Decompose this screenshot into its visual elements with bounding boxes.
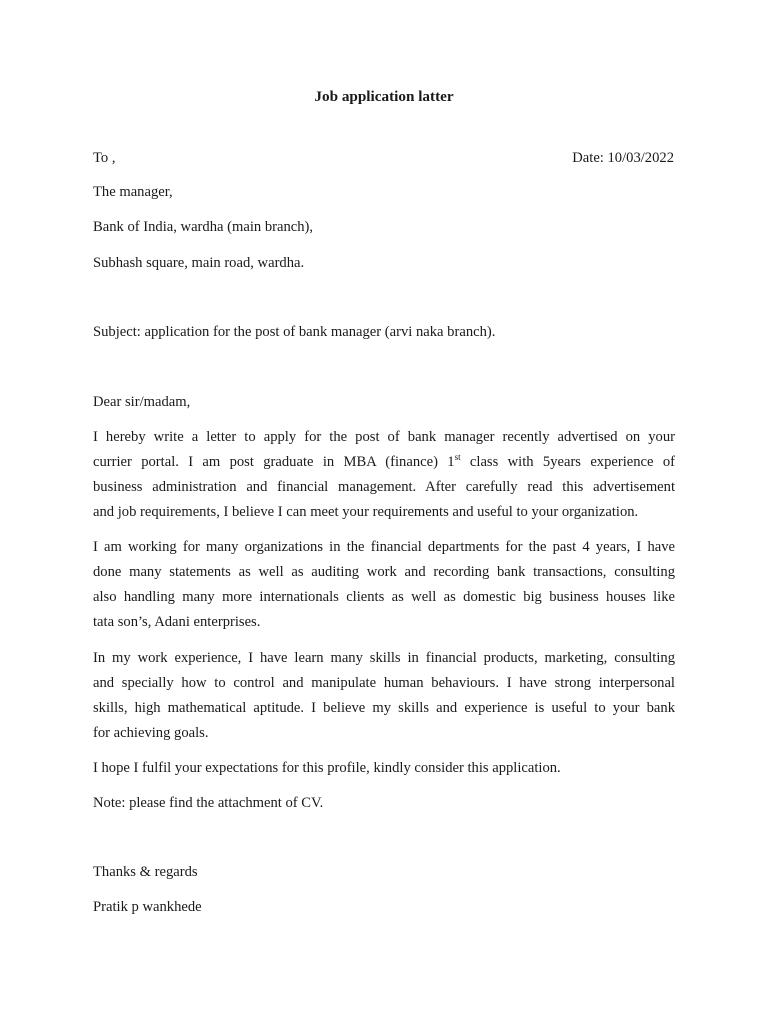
paragraph-line: for achieving goals. xyxy=(93,725,209,741)
letter-date: Date: 10/03/2022 xyxy=(572,150,674,166)
paragraph-line: skills, high mathematical aptitude. I believe my skills and experience is useful to your bank xyxy=(93,700,675,716)
address-line-1: The manager, xyxy=(93,184,173,200)
paragraph-line: also handling many more internationals clients as well as domestic big business houses like xyxy=(93,589,675,605)
paragraph-line: tata son’s, Adani enterprises. xyxy=(93,614,261,630)
signature-name: Pratik p wankhede xyxy=(93,899,202,915)
document-title: Job application latter xyxy=(314,88,454,105)
salutation: Dear sir/madam, xyxy=(93,394,191,410)
recipient-to: To , xyxy=(93,150,116,166)
paragraph-line: and specially how to control and manipulate human behaviours. I have strong interpersonal xyxy=(93,675,675,691)
paragraph-line: I hereby write a letter to apply for the post of bank manager recently advertised on your xyxy=(93,429,675,445)
paragraph-text: class with 5years experience of xyxy=(460,454,676,470)
ordinal-superscript: st xyxy=(454,452,461,463)
paragraph-text: currier portal. I am post graduate in MBA (finance) 1 xyxy=(93,454,455,470)
body-paragraph-3 xyxy=(93,646,675,746)
body-paragraph-4: I hope I fulfil your expectations for this profile, kindly consider this application. xyxy=(93,760,561,776)
note-line: Note: please find the attachment of CV. xyxy=(93,795,324,811)
paragraph-line: business administration and financial management. After carefully read this advertisement xyxy=(93,479,675,495)
paragraph-line: done many statements as well as auditing work and recording bank transactions, consulting xyxy=(93,564,675,580)
body-paragraph-2 xyxy=(93,535,675,635)
closing-line: Thanks & regards xyxy=(93,864,198,880)
paragraph-line: In my work experience, I have learn many skills in financial products, marketing, consulting xyxy=(93,650,675,666)
paragraph-line: and job requirements, I believe I can meet your requirements and useful to your organization. xyxy=(93,504,639,520)
address-line-2: Bank of India, wardha (main branch), xyxy=(93,219,314,235)
body-paragraph-1 xyxy=(93,425,675,525)
paragraph-line: I am working for many organizations in the financial departments for the past 4 years, I have xyxy=(93,539,675,555)
subject-line: Subject: application for the post of bank manager (arvi naka branch). xyxy=(93,324,496,340)
address-line-3: Subhash square, main road, wardha. xyxy=(93,255,305,271)
paragraph-line xyxy=(93,450,675,475)
